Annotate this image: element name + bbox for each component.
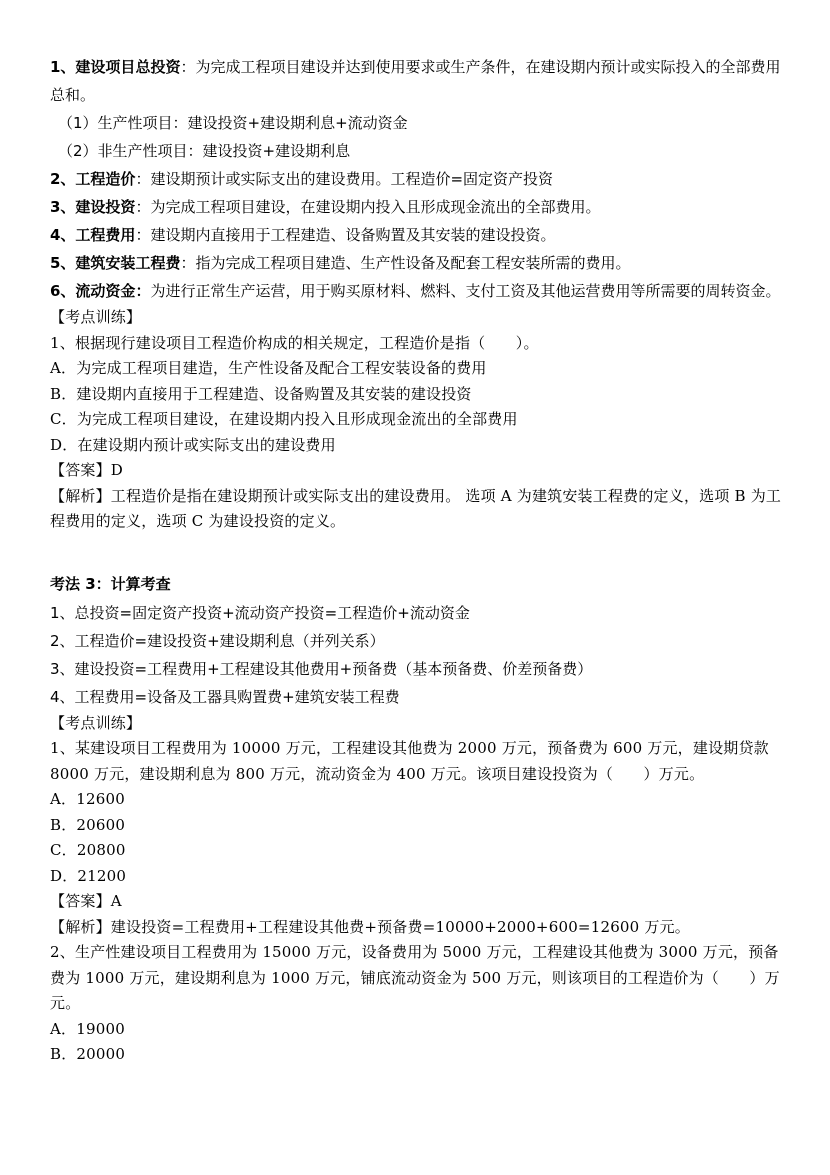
- answer-text: 【答案】A: [50, 892, 122, 910]
- term-label: 6、流动资金：: [50, 282, 151, 300]
- section-heading: 考法 3：计算考查: [50, 574, 171, 593]
- question-text: 1、根据现行建设项目工程造价构成的相关规定，工程造价是指（ ）。: [50, 333, 539, 352]
- term-description: 为进行正常生产运营，用于购买原材料、燃料、支付工资及其他运营费用等所需要的周转资金。: [150, 282, 781, 300]
- formula-line: 2、工程造价=建设投资+建设期利息（并列关系）: [50, 631, 385, 650]
- option-a: A．12600: [50, 790, 125, 808]
- question-text: 2、生产性建设项目工程费用为 15000 万元，设备费用为 5000 万元，工程建设其他费为 3000 万元，预备费为 1000 万元，建设期利息为 1000 万元，铺底流动资金为 500 万元，则该项目的工程造价为（ ）万元。: [50, 943, 780, 1012]
- term-label: 4、工程费用: [50, 226, 136, 244]
- answer-text: 【答案】D: [50, 461, 124, 479]
- document-page: [50, 53, 785, 1068]
- analysis-text: 【解析】建设投资=工程费用+工程建设其他费+预备费=10000+2000+600=12600 万元。: [50, 917, 690, 936]
- analysis-text: 【解析】工程造价是指在建设期预计或实际支出的建设费用。 选项 A 为建筑安装工程费的定义，选项 B 为工程费用的定义，选项 C 为建设投资的定义。: [50, 486, 782, 530]
- term-label: 3、建设投资: [50, 198, 136, 216]
- definition-project-cost: [50, 165, 785, 193]
- term-label: 5、建筑安装工程费: [50, 254, 181, 272]
- definition-working-capital: [50, 277, 785, 305]
- option-d: D．21200: [50, 866, 127, 885]
- term-description: ：建设期内直接用于工程建造、设备购置及其安装的建设投资。: [135, 226, 556, 244]
- option-b: B．20000: [50, 1045, 126, 1063]
- option-b: B．建设期内直接用于工程建造、设备购置及其安装的建设投资: [50, 384, 472, 403]
- option-c: C．20800: [50, 841, 126, 859]
- nonproductive-project-formula: （2）非生产性项目：建设投资+建设期利息: [58, 142, 351, 160]
- definition-installation-cost: [50, 249, 785, 277]
- section-gap: [50, 535, 785, 569]
- training-label: 【考点训练】: [50, 308, 142, 326]
- term-description: ：指为完成工程项目建造、生产性设备及配套工程安装所需的费用。: [180, 254, 631, 272]
- question-text: 1、某建设项目工程费用为 10000 万元，工程建设其他费为 2000 万元，预备费为 600 万元，建设期贷款 8000 万元，建设期利息为 800 万元，流动资金为 400 万元。该项目建设投资为（ ）万元。: [50, 739, 769, 783]
- option-a: A．19000: [50, 1019, 125, 1038]
- formula-line: 3、建设投资=工程费用+工程建设其他费用+预备费（基本预备费、价差预备费）: [50, 659, 593, 678]
- option-b: B．20600: [50, 815, 126, 834]
- formula-line: 1、总投资=固定资产投资+流动资产投资=工程造价+流动资金: [50, 603, 470, 622]
- term-description: ：为完成工程项目建设，在建设期内投入且形成现金流出的全部费用。: [135, 198, 601, 216]
- productive-project-formula: （1）生产性项目：建设投资+建设期利息+流动资金: [58, 114, 408, 132]
- training-label: 【考点训练】: [50, 713, 142, 732]
- term-description: ：建设期预计或实际支出的建设费用。工程造价=固定资产投资: [135, 170, 554, 188]
- definition-total-investment: [50, 53, 785, 109]
- option-c: C．为完成工程项目建设，在建设期内投入且形成现金流出的全部费用: [50, 410, 518, 428]
- definition-construction-investment: [50, 193, 785, 221]
- option-d: D．在建设期内预计或实际支出的建设费用: [50, 435, 336, 454]
- term-label: 2、工程造价: [50, 170, 136, 188]
- term-description: ：为完成工程项目建设并达到使用要求或生产条件，在建设期内预计或实际投入的全部费用总和。: [50, 58, 781, 104]
- option-a: A．为完成工程项目建造，生产性设备及配合工程安装设备的费用: [50, 359, 487, 377]
- definition-engineering-cost: [50, 221, 785, 249]
- term-label: 1、建设项目总投资: [50, 58, 181, 76]
- formula-line: 4、工程费用=设备及工器具购置费+建筑安装工程费: [50, 687, 400, 706]
